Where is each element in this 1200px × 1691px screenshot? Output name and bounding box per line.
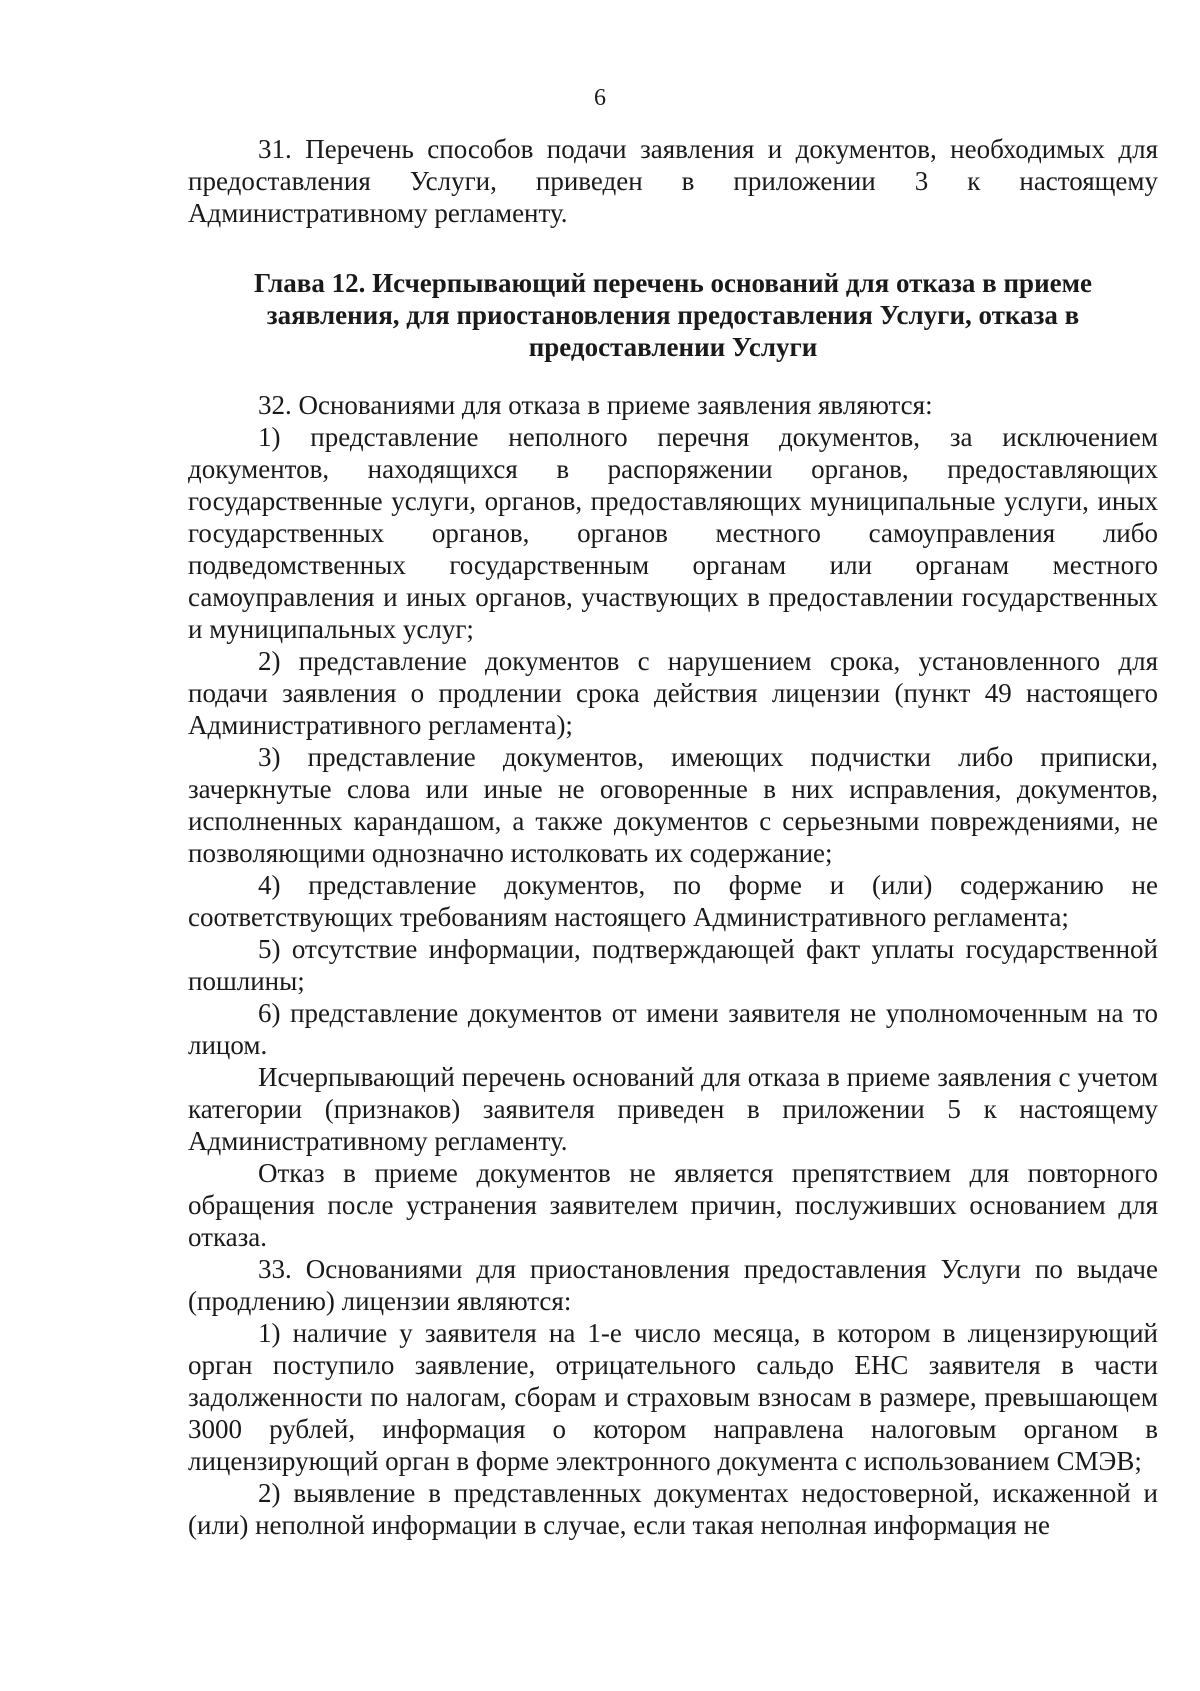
list-item: 1) наличие у заявителя на 1-е число месяца, в котором в лицензирующий орган поступило заявление, отрицательного сальдо ЕНС заявителя в части задолженности по налогам, сборам и страховым взносам в размере, превышающем 3000 рублей, информация о котором направлена налоговым органом в лицензирующий орган в форме электронного документа с использованием СМЭВ; xyxy=(188,1318,1158,1476)
page-number: 6 xyxy=(594,85,606,111)
list-item: 6) представление документов от имени заявителя не уполномоченным на то лицом. xyxy=(188,998,1158,1060)
chapter-heading-line: заявления, для приостановления предоставления Услуги, отказа в xyxy=(266,300,1080,330)
paragraph: Исчерпывающий перечень оснований для отказа в приеме заявления с учетом категории (признаков) заявителя приведен в приложении 5 к настоящему Административному регламенту. xyxy=(188,1062,1158,1156)
list-item: 2) выявление в представленных документах недостоверной, искаженной и (или) неполной информации в случае, если такая неполная информация не xyxy=(188,1478,1158,1540)
list-item: 2) представление документов с нарушением срока, установленного для подачи заявления о продлении срока действия лицензии (пункт 49 настоящего Административного регламента); xyxy=(188,646,1158,740)
document-body xyxy=(188,133,1158,1541)
paragraph: Отказ в приеме документов не является препятствием для повторного обращения после устранения заявителем причин, послуживших основанием для отказа. xyxy=(188,1158,1158,1252)
list-item: 1) представление неполного перечня документов, за исключением документов, находящихся в распоряжении органов, предоставляющих государственные услуги, органов, предоставляющих муниципальные услуги, иных государственных органов, органов местного самоуправления либо подведомственных государственным органам или органам местного самоуправления и иных органов, участвующих в предоставлении государственных и муниципальных услуг; xyxy=(188,422,1158,644)
chapter-heading xyxy=(188,267,1158,363)
paragraph-31: 31. Перечень способов подачи заявления и документов, необходимых для предоставления Услуги, приведен в приложении 3 к настоящему Административному регламенту. xyxy=(188,134,1158,228)
chapter-heading-line: Глава 12. Исчерпывающий перечень оснований для отказа в приеме xyxy=(254,268,1092,298)
list-item: 4) представление документов, по форме и (или) содержанию не соответствующих требованиям настоящего Административного регламента; xyxy=(188,870,1158,932)
paragraph-32: 32. Основаниями для отказа в приеме заявления являются: xyxy=(258,390,933,420)
list-item: 3) представление документов, имеющих подчистки либо приписки, зачеркнутые слова или иные не оговоренные в них исправления, документов, исполненных карандашом, а также документов с серьезными повреждениями, не позволяющими однозначно истолковать их содержание; xyxy=(188,742,1158,868)
list-item: 5) отсутствие информации, подтверждающей факт уплаты государственной пошлины; xyxy=(188,934,1158,996)
chapter-heading-line: предоставлении Услуги xyxy=(528,332,818,362)
paragraph-33: 33. Основаниями для приостановления предоставления Услуги по выдаче (продлению) лицензии являются: xyxy=(188,1254,1158,1316)
